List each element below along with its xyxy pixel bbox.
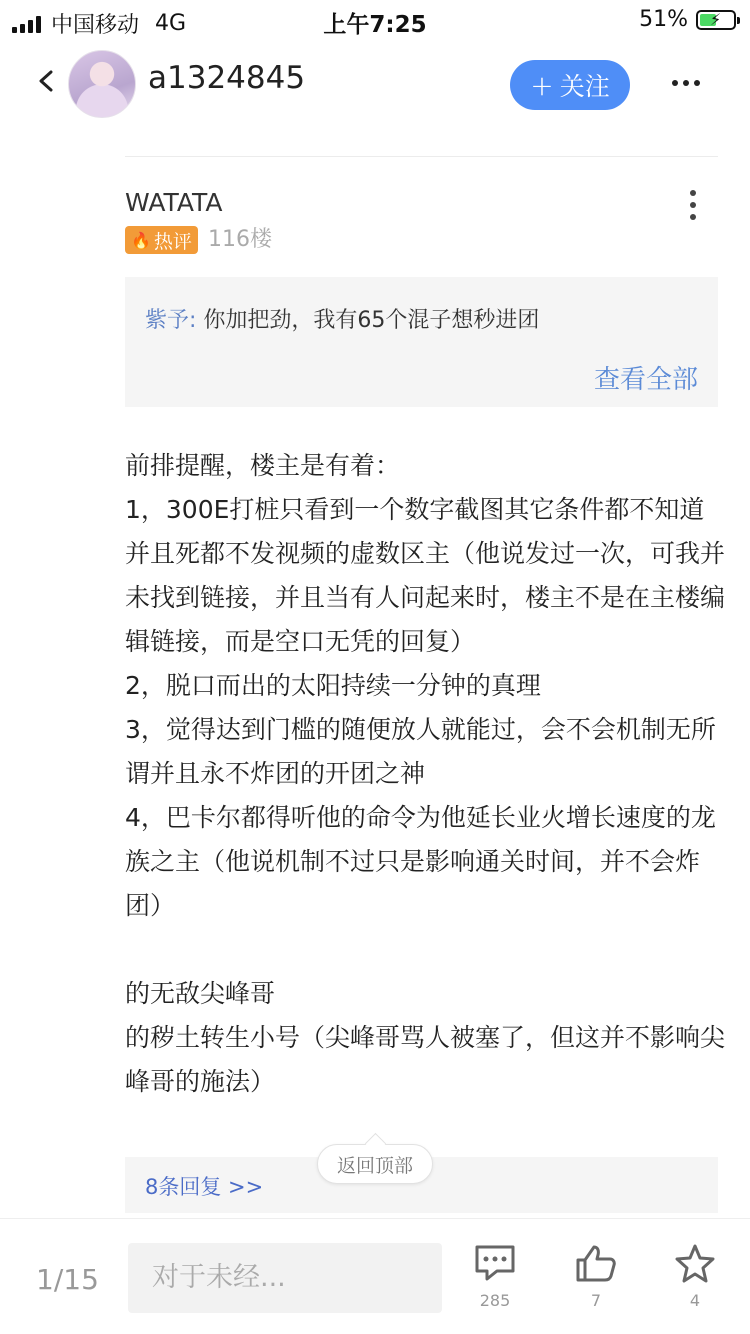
carrier-label: 中国移动 bbox=[51, 13, 140, 38]
charging-icon: ⚡ bbox=[710, 9, 722, 29]
reply-preview-line bbox=[145, 303, 539, 334]
body-paragraph: 的秽土转生小号（尖峰哥骂人被塞了，但这并不影响尖峰哥的施法） bbox=[125, 1023, 726, 1096]
back-to-top-button[interactable]: 返回顶部 bbox=[317, 1144, 433, 1184]
comment-input[interactable]: 对于未经... bbox=[128, 1243, 442, 1313]
avatar[interactable] bbox=[68, 50, 136, 118]
body-paragraph: 3，觉得达到门槛的随便放人就能过，会不会机制无所谓并且永不炸团的开团之神 bbox=[125, 715, 716, 788]
battery-percent: 51% bbox=[639, 7, 688, 32]
bottom-bar bbox=[0, 1218, 750, 1334]
body-paragraph: 4，巴卡尔都得听他的命令为他延长业火增长速度的龙族之主（他说机制不过只是影响通关时间，并不会炸团） bbox=[125, 803, 716, 920]
clock: 上午7:25 bbox=[323, 12, 427, 38]
body-paragraph: 前排提醒，楼主是有着： bbox=[125, 451, 401, 480]
network-label: 4G bbox=[155, 11, 187, 36]
favorite-button[interactable] bbox=[665, 1243, 725, 1310]
like-button[interactable] bbox=[566, 1243, 626, 1310]
body-paragraph bbox=[125, 928, 725, 972]
comments-button[interactable] bbox=[465, 1243, 525, 1310]
comment-icon bbox=[473, 1243, 517, 1283]
replies-link[interactable]: 8条回复 >> bbox=[145, 1175, 264, 1199]
follow-label: 关注 bbox=[559, 72, 610, 101]
hot-comment-badge bbox=[125, 226, 198, 254]
reply-author[interactable]: 紫予: bbox=[145, 308, 197, 333]
body-paragraph: 2，脱口而出的太阳持续一分钟的真理 bbox=[125, 671, 541, 700]
flame-icon: 🔥 bbox=[131, 230, 151, 250]
body-paragraph: 的无敌尖峰哥 bbox=[125, 979, 276, 1008]
reply-text: 你加把劲，我有65个混子想秒进团 bbox=[203, 308, 540, 333]
page-indicator[interactable]: 1/15 bbox=[36, 1263, 99, 1296]
star-icon bbox=[673, 1243, 717, 1283]
reply-preview[interactable] bbox=[125, 277, 718, 407]
comments-count: 285 bbox=[479, 1291, 511, 1310]
thumbs-up-icon bbox=[574, 1243, 618, 1283]
likes-count: 7 bbox=[590, 1291, 602, 1310]
profile-header bbox=[0, 48, 750, 128]
comment-author[interactable]: WATATA bbox=[125, 188, 223, 217]
battery-icon bbox=[696, 10, 736, 30]
more-options-icon[interactable] bbox=[672, 80, 700, 86]
divider bbox=[125, 156, 718, 157]
back-icon[interactable] bbox=[36, 70, 58, 92]
comment-body bbox=[125, 444, 725, 1104]
favorites-count: 4 bbox=[689, 1291, 701, 1310]
badge-label: 热评 bbox=[153, 230, 192, 253]
follow-button[interactable] bbox=[510, 60, 630, 110]
plus-icon: + bbox=[530, 68, 554, 102]
comment-more-icon[interactable] bbox=[690, 190, 696, 220]
body-paragraph: 1，300E打桩只看到一个数字截图其它条件都不知道并且死都不发视频的虚数区主（他说发过一次，可我并未找到链接，并且当有人问起来时，楼主不是在主楼编辑链接，而是空口无凭的回复） bbox=[125, 495, 726, 656]
status-bar bbox=[0, 0, 750, 40]
username[interactable]: a1324845 bbox=[148, 60, 306, 96]
view-all-link[interactable]: 查看全部 bbox=[593, 365, 698, 395]
floor-number: 116楼 bbox=[208, 227, 272, 252]
